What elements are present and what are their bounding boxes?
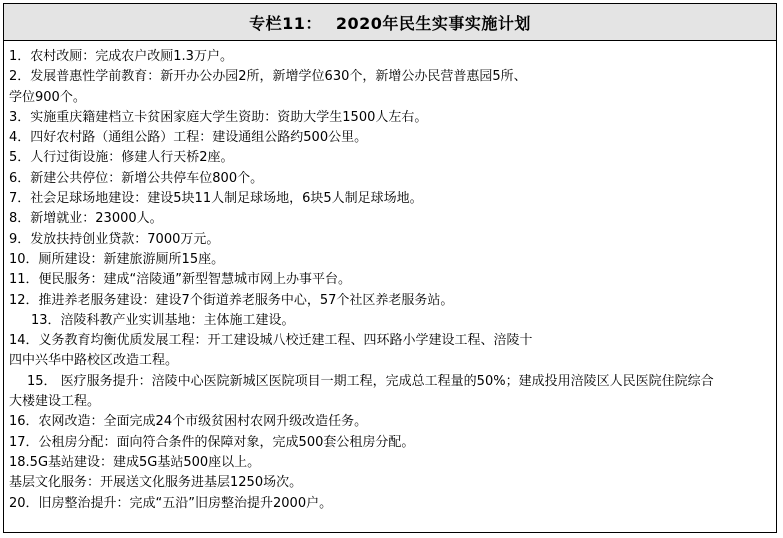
- list-item: 4．四好农村路（通组公路）工程：建设通组公路约500公里。: [9, 130, 368, 146]
- list-item: 10．厕所建设：新建旅游厕所15座。: [9, 251, 225, 267]
- title-text: 2020年民生实事实施计划: [335, 13, 531, 33]
- list-item: 18.5G基站建设：建成5G基站500座以上。: [9, 454, 261, 470]
- list-item: 20．旧房整治提升：完成“五沿”旧房整治提升2000户。: [9, 495, 333, 511]
- list-item: 1．农村改厕：完成农户改厕1.3万户。: [9, 49, 233, 64]
- list-item: 6．新建公共停位：新增公共停车位800个。: [9, 170, 264, 186]
- list-item: 3．实施重庆籍建档立卡贫困家庭大学生资助：资助大学生1500人左右。: [9, 109, 428, 125]
- plan-table: [3, 3, 777, 533]
- list-item: 13．涪陵科教产业实训基地：主体施工建设。: [31, 312, 295, 328]
- list-item: 15． 医疗服务提升：涪陵中心医院新城区医院项目一期工程，完成总工程量的50%；建成投用涪陵区人民医院住院综合: [27, 373, 714, 389]
- list-item: 9．发放扶持创业贷款：7000万元。: [9, 231, 220, 247]
- title-prefix: 专栏11：: [249, 13, 322, 33]
- list-item: 11．便民服务：建成“涪陵通”新型智慧城市网上办事平台。: [9, 272, 352, 288]
- list-item: 17．公租房分配：面向符合条件的保障对象，完成500套公租房分配。: [9, 434, 415, 450]
- list-item: 14．义务教育均衡优质发展工程：开工建设城八校迁建工程、四环路小学建设工程、涪陵十: [9, 333, 533, 349]
- list-item: 学位900个。: [9, 89, 86, 105]
- item-list: [4, 41, 776, 514]
- list-item: 大楼建设工程。: [9, 394, 101, 410]
- list-item: 12．推进养老服务建设：建设7个街道养老服务中心，57个社区养老服务站。: [9, 292, 454, 308]
- list-item: 四中兴华中路校区改造工程。: [9, 353, 179, 369]
- list-item: 8．新增就业：23000人。: [9, 211, 163, 227]
- table-title: [4, 4, 776, 41]
- list-item: 2．发展普惠性学前教育：新开办公办园2所，新增学位630个，新增公办民营普惠园5所、: [9, 69, 527, 85]
- list-item: 16．农网改造：全面完成24个市级贫困村农网升级改造任务。: [9, 414, 368, 430]
- list-item: 5．人行过街设施：修建人行天桥2座。: [9, 150, 234, 166]
- list-item: 7．社会足球场地建设：建设5块11人制足球场地，6块5人制足球场地。: [9, 191, 423, 207]
- list-item: 基层文化服务：开展送文化服务进基层1250场次。: [9, 475, 303, 491]
